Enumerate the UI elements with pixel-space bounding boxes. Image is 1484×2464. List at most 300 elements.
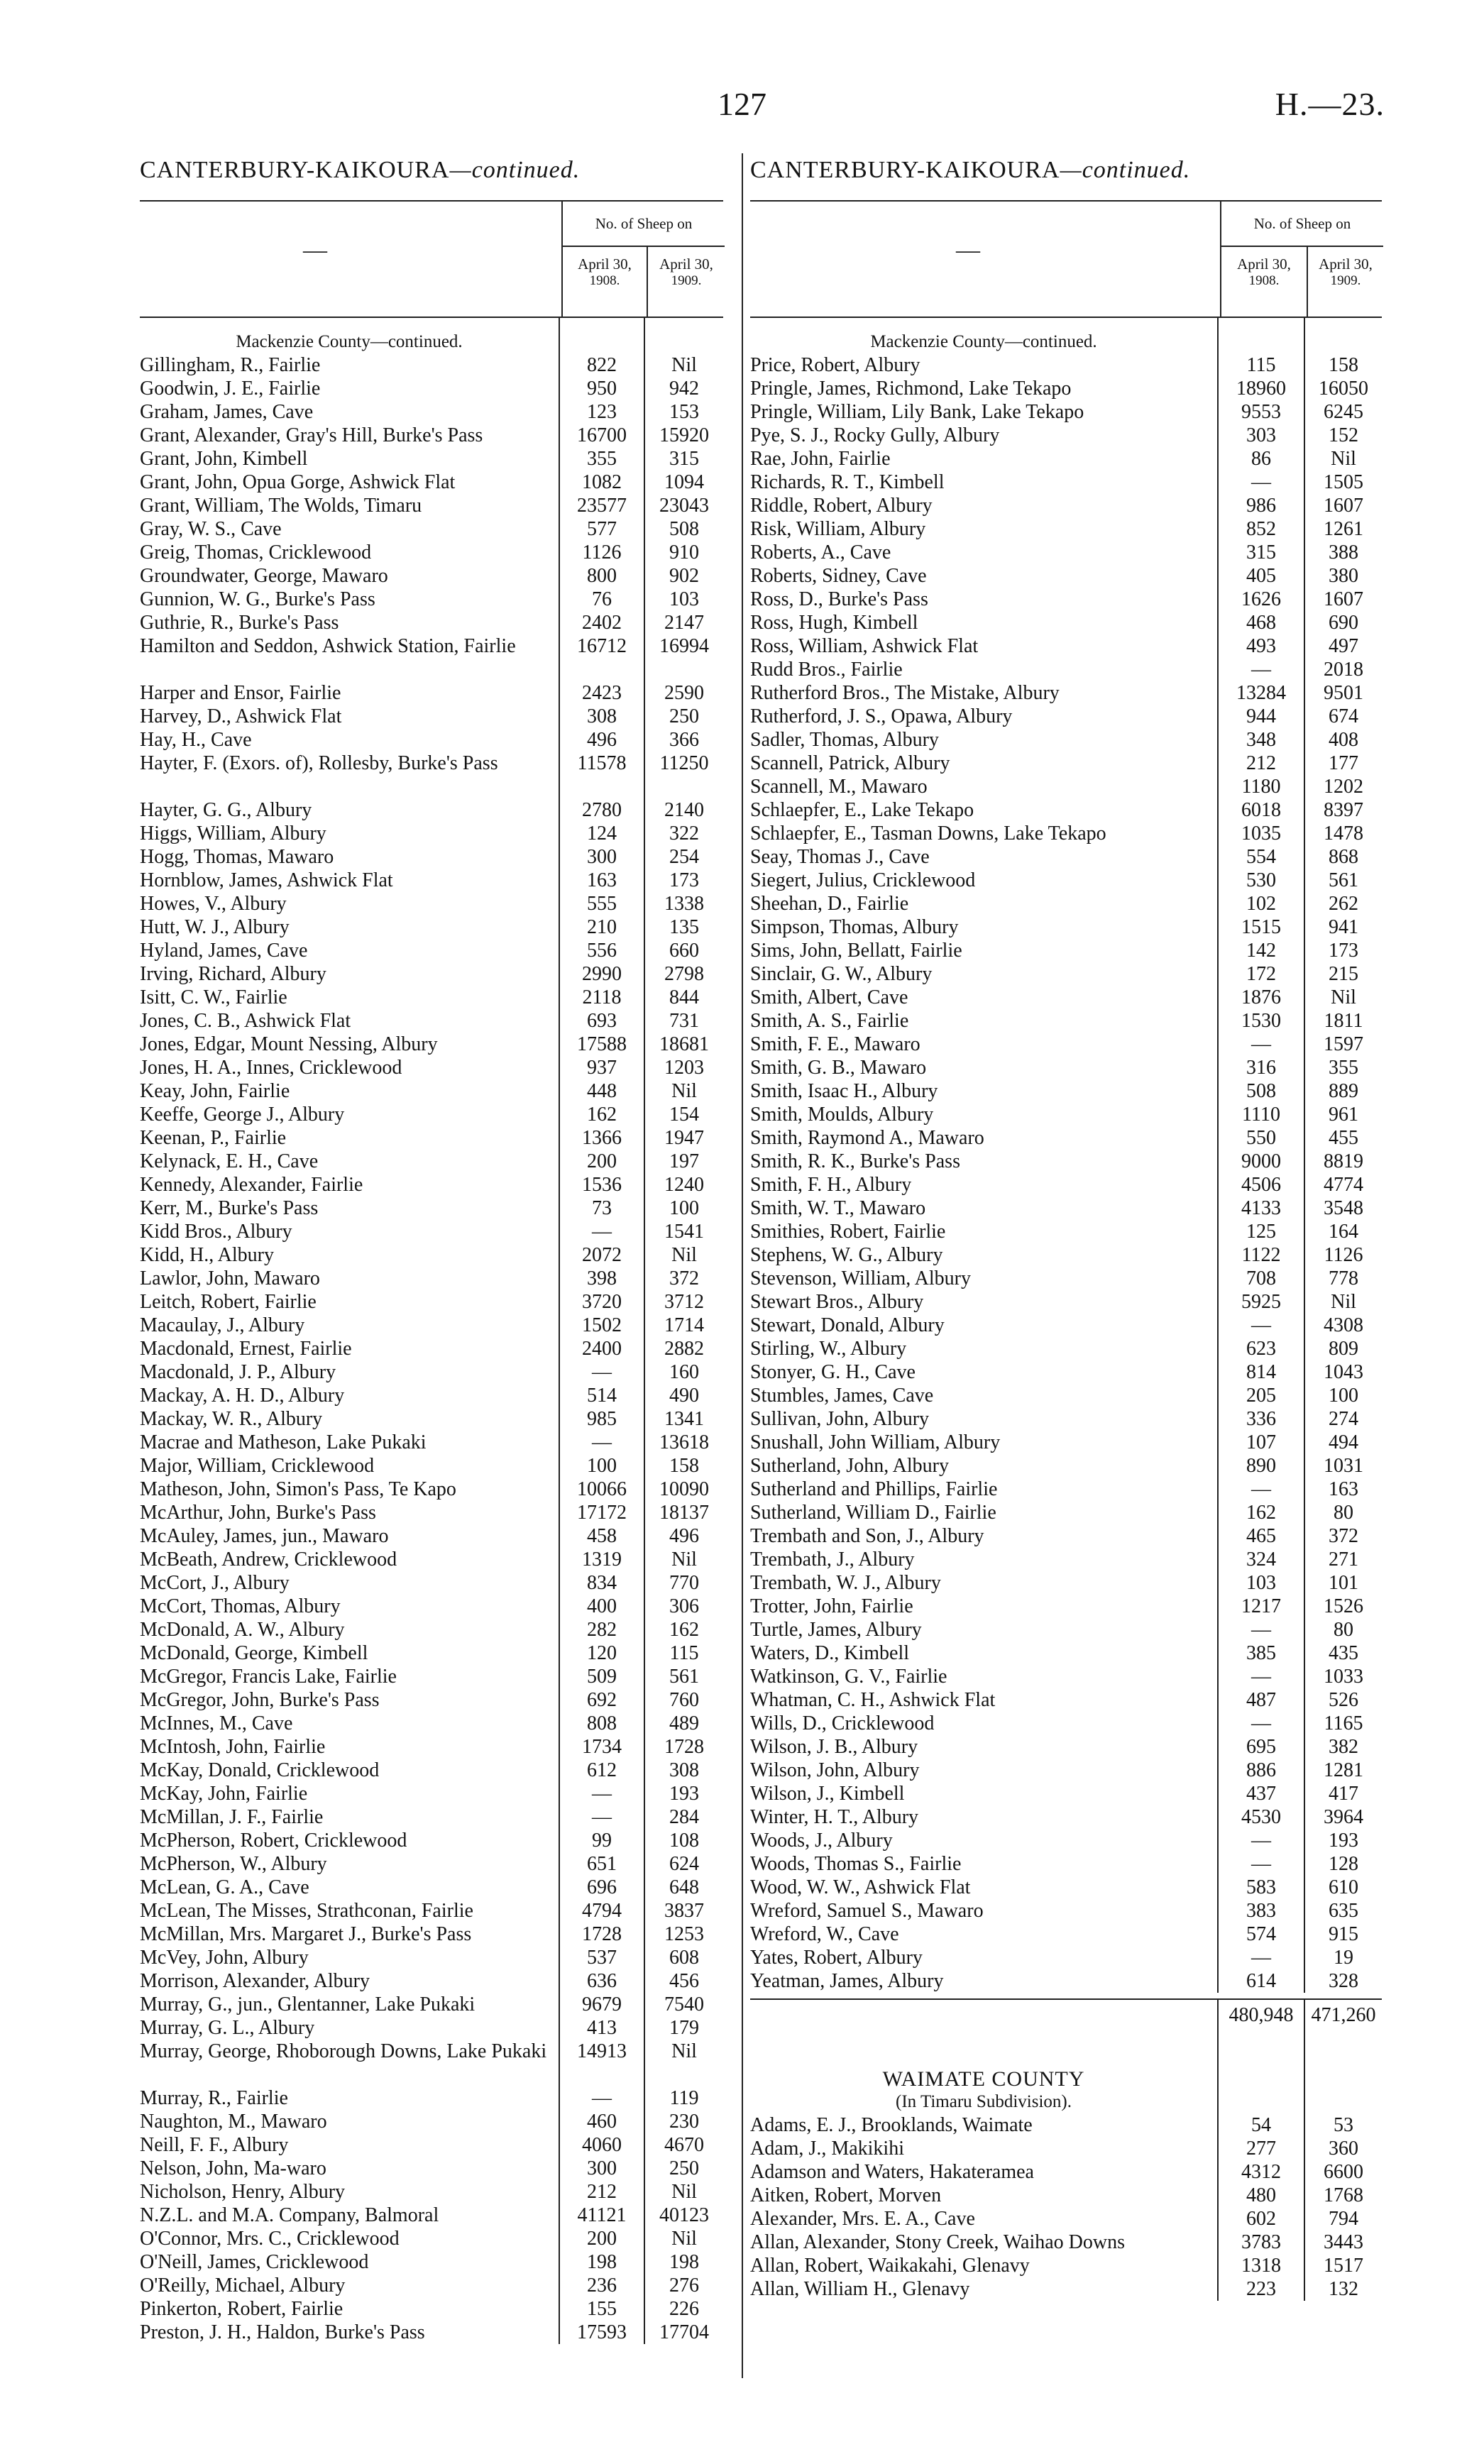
sheep-count-1908: 41121 bbox=[559, 2204, 644, 2227]
table-row bbox=[140, 471, 723, 494]
holder-name: McCort, J., Albury bbox=[140, 1572, 290, 1594]
left-header-col2 bbox=[647, 246, 725, 317]
waimate-county-heading: WAIMATE COUNTY bbox=[882, 2067, 1085, 2091]
sheep-count-1909: 1505 bbox=[1304, 471, 1382, 494]
sheep-count-1909: 1281 bbox=[1304, 1759, 1382, 1782]
table-row bbox=[750, 845, 1382, 869]
sheep-count-1908: 693 bbox=[559, 1009, 644, 1033]
holder-name: Hyland, James, Cave bbox=[140, 940, 308, 962]
table-row bbox=[750, 471, 1382, 494]
holder-name: Smith, Raymond A., Mawaro bbox=[750, 1127, 984, 1149]
holder-name: Pye, S. J., Rocky Gully, Albury bbox=[750, 424, 1000, 446]
table-row bbox=[140, 1478, 723, 1501]
sheep-count-1908: 10066 bbox=[559, 1478, 644, 1501]
sheep-count-1908: 1318 bbox=[1217, 2254, 1304, 2277]
sheep-count-1909: 508 bbox=[644, 517, 723, 541]
left-panel-title bbox=[140, 153, 723, 187]
sheep-count-1909: 635 bbox=[1304, 1899, 1382, 1923]
left-section-heading: Mackenzie County—continued. bbox=[236, 332, 463, 351]
holder-name: Trotter, John, Fairlie bbox=[750, 1595, 913, 1617]
holder-name: Woods, Thomas S., Fairlie bbox=[750, 1853, 962, 1875]
sheep-count-1908: 496 bbox=[559, 728, 644, 752]
sheep-count-1909: 40123 bbox=[644, 2204, 723, 2227]
holder-name: Price, Robert, Albury bbox=[750, 354, 920, 376]
table-row bbox=[750, 2231, 1382, 2254]
sheep-count-1909: 100 bbox=[644, 1197, 723, 1220]
holder-name: Stewart, Donald, Albury bbox=[750, 1314, 945, 1336]
right-table-header bbox=[750, 200, 1382, 318]
sheep-count-1908: 4530 bbox=[1217, 1805, 1304, 1829]
holder-name: Nelson, John, Ma-waro bbox=[140, 2157, 326, 2179]
sheep-count-1908: 950 bbox=[559, 377, 644, 400]
holder-name: McKay, Donald, Cricklewood bbox=[140, 1759, 380, 1781]
holder-name: McArthur, John, Burke's Pass bbox=[140, 1502, 376, 1524]
table-row bbox=[140, 1501, 723, 1524]
sheep-count-1908: 2402 bbox=[559, 611, 644, 634]
sheep-count-1908: 814 bbox=[1217, 1360, 1304, 1384]
holder-name: Allan, Robert, Waikakahi, Glenavy bbox=[750, 2255, 1030, 2277]
sheep-count-1908: 493 bbox=[1217, 634, 1304, 658]
sheep-count-1909: 193 bbox=[644, 1782, 723, 1805]
sheep-count-1909: 274 bbox=[1304, 1407, 1382, 1431]
table-row bbox=[140, 1290, 723, 1314]
holder-name: Rutherford Bros., The Mistake, Albury bbox=[750, 682, 1060, 704]
table-row bbox=[750, 1501, 1382, 1524]
holder-name: Adamson and Waters, Hakateramea bbox=[750, 2161, 1034, 2183]
table-row bbox=[140, 752, 723, 798]
table-row bbox=[750, 658, 1382, 681]
sheep-count-1909: 179 bbox=[644, 2016, 723, 2040]
holder-name: Hogg, Thomas, Mawaro bbox=[140, 846, 334, 868]
sheep-count-1909: 608 bbox=[644, 1946, 723, 1969]
holder-name: Seay, Thomas J., Cave bbox=[750, 846, 930, 868]
sheep-count-1908: 1122 bbox=[1217, 1243, 1304, 1267]
sheep-count-1909: 844 bbox=[644, 986, 723, 1009]
holder-name: McKay, John, Fairlie bbox=[140, 1783, 308, 1805]
sheep-count-1909: 11250 bbox=[644, 752, 723, 798]
table-row bbox=[140, 424, 723, 447]
table-row bbox=[750, 1595, 1382, 1618]
sheep-count-1908: 480 bbox=[1217, 2184, 1304, 2207]
sheep-count-1908: 18960 bbox=[1217, 377, 1304, 400]
sheep-count-1909: 2018 bbox=[1304, 658, 1382, 681]
holder-name: Simpson, Thomas, Albury bbox=[750, 916, 959, 938]
sheep-count-1909: 128 bbox=[1304, 1852, 1382, 1876]
table-row bbox=[750, 822, 1382, 845]
table-row bbox=[140, 1197, 723, 1220]
sheep-count-1908: 886 bbox=[1217, 1759, 1304, 1782]
sheep-count-1909: 119 bbox=[644, 2086, 723, 2110]
holder-name: Roberts, Sidney, Cave bbox=[750, 565, 927, 587]
holder-name: Allan, William H., Glenavy bbox=[750, 2278, 970, 2300]
sheep-count-1908: — bbox=[1217, 1712, 1304, 1735]
table-row bbox=[140, 1243, 723, 1267]
sheep-count-1909: 417 bbox=[1304, 1782, 1382, 1805]
table-row bbox=[140, 1360, 723, 1384]
sheep-count-1909: 276 bbox=[644, 2274, 723, 2297]
sheep-count-1908: 1734 bbox=[559, 1735, 644, 1759]
sheep-count-1909: Nil bbox=[644, 2040, 723, 2086]
table-row bbox=[750, 611, 1382, 634]
holder-name: Stewart Bros., Albury bbox=[750, 1291, 924, 1313]
table-row bbox=[140, 1571, 723, 1595]
sheep-count-1909: 2798 bbox=[644, 962, 723, 986]
holder-name: Hay, H., Cave bbox=[140, 729, 252, 751]
sheep-count-1908: 324 bbox=[1217, 1548, 1304, 1571]
table-row bbox=[140, 1337, 723, 1360]
holder-name: McDonald, A. W., Albury bbox=[140, 1619, 345, 1641]
holder-name: Stumbles, James, Cave bbox=[750, 1385, 934, 1407]
sheep-count-1908: 708 bbox=[1217, 1267, 1304, 1290]
sheep-count-1908: 1180 bbox=[1217, 775, 1304, 798]
table-row bbox=[750, 2277, 1382, 2301]
sheep-count-1908: 73 bbox=[559, 1197, 644, 1220]
sheep-count-1908: 17588 bbox=[559, 1033, 644, 1056]
holder-name: Macaulay, J., Albury bbox=[140, 1314, 305, 1336]
sheep-count-1909: 372 bbox=[644, 1267, 723, 1290]
sheep-count-1909: 6600 bbox=[1304, 2160, 1382, 2184]
sheep-count-1908: 155 bbox=[559, 2297, 644, 2321]
holder-name: Keay, John, Fairlie bbox=[140, 1080, 290, 1102]
table-row bbox=[140, 1595, 723, 1618]
holder-name: Sullivan, John, Albury bbox=[750, 1408, 930, 1430]
table-row bbox=[140, 962, 723, 986]
sheep-count-1909: 731 bbox=[644, 1009, 723, 1033]
table-row bbox=[140, 869, 723, 892]
table-row bbox=[750, 1126, 1382, 1150]
table-row bbox=[750, 892, 1382, 915]
holder-name: Rae, John, Fairlie bbox=[750, 448, 891, 470]
table-row bbox=[140, 1641, 723, 1665]
sheep-count-1908: 54 bbox=[1217, 2113, 1304, 2137]
sheep-count-1908: 583 bbox=[1217, 1876, 1304, 1899]
table-row bbox=[750, 1805, 1382, 1829]
table-row bbox=[140, 2016, 723, 2040]
table-row bbox=[140, 447, 723, 471]
holder-name: Guthrie, R., Burke's Pass bbox=[140, 612, 339, 634]
holder-name: Stirling, W., Albury bbox=[750, 1338, 907, 1360]
holder-name: Yeatman, James, Albury bbox=[750, 1970, 944, 1992]
table-row bbox=[140, 1384, 723, 1407]
sheep-count-1909: 1338 bbox=[644, 892, 723, 915]
sheep-count-1908: 822 bbox=[559, 353, 644, 377]
sheep-count-1908: 514 bbox=[559, 1384, 644, 1407]
sheep-count-1908: 623 bbox=[1217, 1337, 1304, 1360]
table-row bbox=[140, 1103, 723, 1126]
holder-name: Riddle, Robert, Albury bbox=[750, 495, 933, 517]
table-row bbox=[750, 377, 1382, 400]
sheep-count-1908: 1110 bbox=[1217, 1103, 1304, 1126]
sheep-count-1908: 1626 bbox=[1217, 588, 1304, 611]
sheep-count-1908: 13284 bbox=[1217, 681, 1304, 705]
sheep-count-1908: 223 bbox=[1217, 2277, 1304, 2301]
sheep-count-1909: 162 bbox=[644, 1618, 723, 1641]
table-row bbox=[750, 588, 1382, 611]
right-col2-year: 1909. bbox=[1330, 273, 1361, 288]
sheep-count-1909: 315 bbox=[644, 447, 723, 471]
table-row bbox=[750, 424, 1382, 447]
sheep-count-1909: 382 bbox=[1304, 1735, 1382, 1759]
sheep-count-1908: 2990 bbox=[559, 962, 644, 986]
left-title-text: CANTERBURY-KAIKOURA bbox=[140, 157, 450, 183]
holder-name: Kidd Bros., Albury bbox=[140, 1221, 292, 1243]
holder-name: Ross, Hugh, Kimbell bbox=[750, 612, 918, 634]
table-row bbox=[140, 1876, 723, 1899]
table-row bbox=[750, 1407, 1382, 1431]
sheep-count-1909: 1253 bbox=[644, 1923, 723, 1946]
right-panel bbox=[750, 153, 1382, 2301]
sheep-count-1908: 385 bbox=[1217, 1641, 1304, 1665]
sheep-count-1909: 624 bbox=[644, 1852, 723, 1876]
table-row bbox=[750, 1056, 1382, 1079]
holder-name: Smith, Albert, Cave bbox=[750, 986, 908, 1008]
table-row bbox=[140, 400, 723, 424]
sheep-count-1909: 490 bbox=[644, 1384, 723, 1407]
sheep-count-1909: 3837 bbox=[644, 1899, 723, 1923]
holder-name: Yates, Robert, Albury bbox=[750, 1947, 923, 1969]
sheep-count-1908: 124 bbox=[559, 822, 644, 845]
sheep-count-1909: 8397 bbox=[1304, 798, 1382, 822]
table-row bbox=[140, 986, 723, 1009]
table-row bbox=[750, 1197, 1382, 1220]
table-row bbox=[750, 2137, 1382, 2160]
sheep-count-1909: 1728 bbox=[644, 1735, 723, 1759]
holder-name: Grant, John, Opua Gorge, Ashwick Flat bbox=[140, 471, 456, 493]
left-col2-year: 1909. bbox=[671, 273, 702, 288]
sheep-count-1908: 400 bbox=[559, 1595, 644, 1618]
holder-name: Higgs, William, Albury bbox=[140, 823, 326, 845]
sheep-count-1909: 154 bbox=[644, 1103, 723, 1126]
sheep-count-1909: 230 bbox=[644, 2110, 723, 2133]
sheep-count-1908: 985 bbox=[559, 1407, 644, 1431]
sheep-count-1909: 435 bbox=[1304, 1641, 1382, 1665]
table-row bbox=[140, 564, 723, 588]
sheep-count-1909: 372 bbox=[1304, 1524, 1382, 1548]
table-row bbox=[750, 353, 1382, 377]
holder-name: Sadler, Thomas, Albury bbox=[750, 729, 939, 751]
sheep-count-1909: 322 bbox=[644, 822, 723, 845]
sheep-count-1909: 250 bbox=[644, 2157, 723, 2180]
holder-name: Keenan, P., Fairlie bbox=[140, 1127, 287, 1149]
sheep-count-1908: 125 bbox=[1217, 1220, 1304, 1243]
sheep-count-1908: 508 bbox=[1217, 1079, 1304, 1103]
table-row bbox=[140, 2040, 723, 2086]
sheep-count-1909: 163 bbox=[1304, 1478, 1382, 1501]
sheep-count-1909: 3443 bbox=[1304, 2231, 1382, 2254]
sheep-count-1909: 770 bbox=[644, 1571, 723, 1595]
sheep-count-1908: 692 bbox=[559, 1688, 644, 1712]
sheep-count-1909: 660 bbox=[644, 939, 723, 962]
holder-name: Hayter, F. (Exors. of), Rollesby, Burke's Pass bbox=[140, 752, 498, 774]
holder-name: Rudd Bros., Fairlie bbox=[750, 659, 903, 681]
holder-name: Scannell, M., Mawaro bbox=[750, 776, 928, 798]
sheep-count-1909: 1947 bbox=[644, 1126, 723, 1150]
sheep-count-1909: 19 bbox=[1304, 1946, 1382, 1969]
sheep-count-1909: 152 bbox=[1304, 424, 1382, 447]
sheep-count-1909: 489 bbox=[644, 1712, 723, 1735]
table-row bbox=[750, 1478, 1382, 1501]
table-row bbox=[140, 1548, 723, 1571]
holder-name: Smith, W. T., Mawaro bbox=[750, 1197, 926, 1219]
table-row bbox=[750, 798, 1382, 822]
holder-name: McLean, G. A., Cave bbox=[140, 1876, 309, 1898]
table-row bbox=[750, 1782, 1382, 1805]
table-row bbox=[140, 1993, 723, 2016]
holder-name: Mackay, A. H. D., Albury bbox=[140, 1385, 345, 1407]
sheep-count-1908: 86 bbox=[1217, 447, 1304, 471]
table-row bbox=[750, 2113, 1382, 2137]
table-row bbox=[140, 377, 723, 400]
sheep-count-1909: 153 bbox=[644, 400, 723, 424]
holder-name: Irving, Richard, Albury bbox=[140, 963, 326, 985]
sheep-count-1909: 3712 bbox=[644, 1290, 723, 1314]
sheep-count-1909: 8819 bbox=[1304, 1150, 1382, 1173]
right-header-dash: — bbox=[956, 237, 980, 263]
sheep-count-1909: 284 bbox=[644, 1805, 723, 1829]
sheep-count-1909: 6245 bbox=[1304, 400, 1382, 424]
left-col1-year: 1908. bbox=[589, 273, 620, 288]
sheep-count-1908: 937 bbox=[559, 1056, 644, 1079]
right-panel-title bbox=[750, 153, 1382, 187]
table-row bbox=[750, 1641, 1382, 1665]
sheep-count-1909: 778 bbox=[1304, 1267, 1382, 1290]
holder-name: Kidd, H., Albury bbox=[140, 1244, 274, 1266]
waimate-heading-row bbox=[750, 2091, 1382, 2113]
sheep-count-1909: 262 bbox=[1304, 892, 1382, 915]
table-row bbox=[750, 1923, 1382, 1946]
sheep-count-1908: 651 bbox=[559, 1852, 644, 1876]
left-panel bbox=[140, 153, 723, 2344]
sheep-count-1908: 554 bbox=[1217, 845, 1304, 869]
holder-name: Wood, W. W., Ashwick Flat bbox=[750, 1876, 971, 1898]
sheep-count-1909: 366 bbox=[644, 728, 723, 752]
table-row bbox=[140, 705, 723, 728]
table-row bbox=[140, 1220, 723, 1243]
sheep-count-1909: Nil bbox=[1304, 986, 1382, 1009]
table-row bbox=[750, 1735, 1382, 1759]
sheep-count-1908: 4133 bbox=[1217, 1197, 1304, 1220]
holder-name: Morrison, Alexander, Albury bbox=[140, 1970, 370, 1992]
table-row bbox=[750, 869, 1382, 892]
holder-name: McGregor, Francis Lake, Fairlie bbox=[140, 1666, 397, 1688]
holder-name: Smith, R. K., Burke's Pass bbox=[750, 1150, 960, 1172]
holder-name: Smith, Isaac H., Albury bbox=[750, 1080, 938, 1102]
right-section-row bbox=[750, 318, 1382, 353]
holder-name: Trembath and Son, J., Albury bbox=[750, 1525, 984, 1547]
sheep-count-1909: Nil bbox=[1304, 447, 1382, 471]
sheep-count-1909: 158 bbox=[644, 1454, 723, 1478]
table-row bbox=[140, 1829, 723, 1852]
holder-name: Keeffe, George J., Albury bbox=[140, 1104, 345, 1126]
holder-name: N.Z.L. and M.A. Company, Balmoral bbox=[140, 2204, 439, 2226]
sheep-count-1909: 408 bbox=[1304, 728, 1382, 752]
sheep-count-1908: — bbox=[559, 1220, 644, 1243]
holder-name: Sutherland, John, Albury bbox=[750, 1455, 949, 1477]
sheep-count-1908: 14913 bbox=[559, 2040, 644, 2086]
sheep-count-1909: 271 bbox=[1304, 1548, 1382, 1571]
sheep-count-1908: 348 bbox=[1217, 728, 1304, 752]
sheep-count-1908: 162 bbox=[1217, 1501, 1304, 1524]
holder-name: Wreford, Samuel S., Mawaro bbox=[750, 1900, 984, 1922]
sheep-count-1909: 250 bbox=[644, 705, 723, 728]
right-header-col2 bbox=[1307, 246, 1383, 317]
holder-name: Kelynack, E. H., Cave bbox=[140, 1150, 319, 1172]
sheep-count-1908: 17593 bbox=[559, 2321, 644, 2344]
holder-name: McInnes, M., Cave bbox=[140, 1712, 293, 1734]
sheep-count-1908: — bbox=[1217, 1618, 1304, 1641]
right-col1-year: 1908. bbox=[1248, 273, 1280, 288]
table-row bbox=[750, 541, 1382, 564]
sheep-count-1908: 577 bbox=[559, 517, 644, 541]
sheep-count-1909: 3964 bbox=[1304, 1805, 1382, 1829]
table-row bbox=[140, 2321, 723, 2344]
sheep-count-1908: — bbox=[1217, 1033, 1304, 1056]
table-row bbox=[140, 1782, 723, 1805]
sheep-count-1908: 460 bbox=[559, 2110, 644, 2133]
sheep-count-1908: 405 bbox=[1217, 564, 1304, 588]
holder-name: McPherson, Robert, Cricklewood bbox=[140, 1830, 407, 1852]
table-row bbox=[140, 1688, 723, 1712]
sheep-count-1908: 1035 bbox=[1217, 822, 1304, 845]
sheep-count-1908: 1728 bbox=[559, 1923, 644, 1946]
table-row bbox=[140, 1923, 723, 1946]
sheep-count-1908: 103 bbox=[1217, 1571, 1304, 1595]
table-row bbox=[140, 1759, 723, 1782]
page-reference: H.—23. bbox=[1275, 86, 1385, 122]
sheep-count-1909: 1526 bbox=[1304, 1595, 1382, 1618]
sheep-count-1908: — bbox=[1217, 1478, 1304, 1501]
sheep-count-1908: 852 bbox=[1217, 517, 1304, 541]
table-row bbox=[140, 2297, 723, 2321]
sheep-count-1909: 1607 bbox=[1304, 494, 1382, 517]
sheep-count-1909: 80 bbox=[1304, 1618, 1382, 1641]
sheep-count-1909: 648 bbox=[644, 1876, 723, 1899]
sheep-count-1908: 509 bbox=[559, 1665, 644, 1688]
sheep-count-1909: 794 bbox=[1304, 2207, 1382, 2231]
table-row bbox=[140, 1899, 723, 1923]
table-row bbox=[140, 611, 723, 634]
sheep-count-1909: Nil bbox=[644, 1079, 723, 1103]
holder-name: Jones, C. B., Ashwick Flat bbox=[140, 1010, 351, 1032]
table-row bbox=[750, 2207, 1382, 2231]
table-row bbox=[140, 1033, 723, 1056]
sheep-count-1908: 5925 bbox=[1217, 1290, 1304, 1314]
sheep-count-1908: 303 bbox=[1217, 424, 1304, 447]
sheep-count-1908: 163 bbox=[559, 869, 644, 892]
sheep-count-1909: 494 bbox=[1304, 1431, 1382, 1454]
table-row bbox=[140, 681, 723, 705]
holder-name: Risk, William, Albury bbox=[750, 518, 926, 540]
table-row bbox=[750, 1899, 1382, 1923]
sheep-count-1909: 173 bbox=[1304, 939, 1382, 962]
sheep-count-1908: — bbox=[1217, 1829, 1304, 1852]
table-row bbox=[750, 752, 1382, 775]
table-row bbox=[750, 1852, 1382, 1876]
table-row bbox=[140, 494, 723, 517]
holder-name: McMillan, J. F., Fairlie bbox=[140, 1806, 324, 1828]
table-row bbox=[140, 1665, 723, 1688]
total-label-blank bbox=[750, 2000, 1217, 2031]
table-row bbox=[140, 822, 723, 845]
sheep-count-1908: 4506 bbox=[1217, 1173, 1304, 1197]
sheep-count-1909: 1202 bbox=[1304, 775, 1382, 798]
table-row bbox=[750, 1243, 1382, 1267]
holder-name: Preston, J. H., Haldon, Burke's Pass bbox=[140, 2321, 425, 2343]
sheep-count-1908: 277 bbox=[1217, 2137, 1304, 2160]
holder-name: Stevenson, William, Albury bbox=[750, 1267, 972, 1289]
holder-name: Jones, Edgar, Mount Nessing, Albury bbox=[140, 1033, 438, 1055]
sheep-count-1908: 696 bbox=[559, 1876, 644, 1899]
